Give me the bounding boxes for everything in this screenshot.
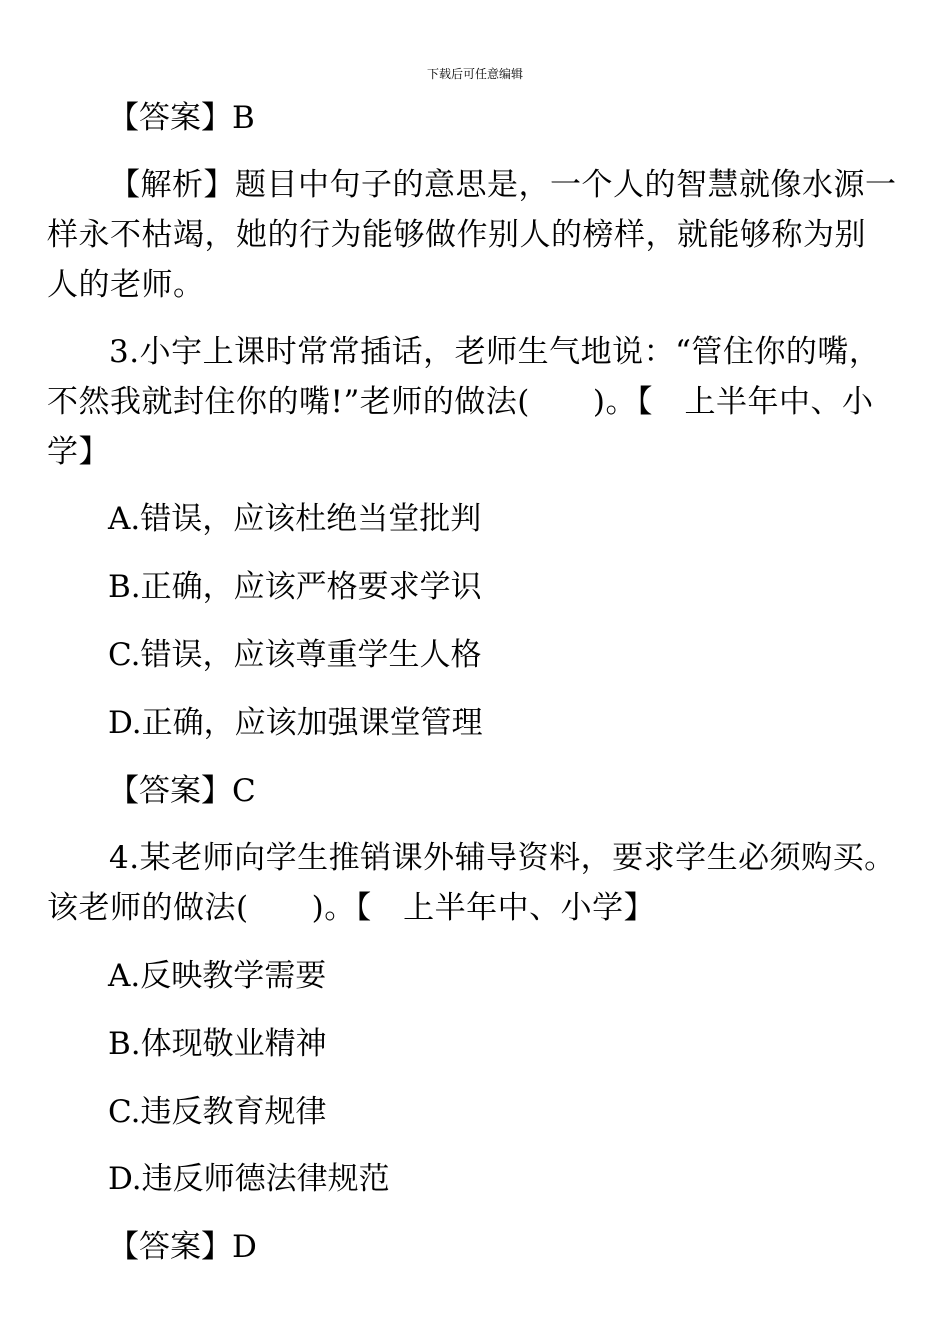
q4-option-a: A.反映教学需要 [108, 958, 327, 994]
q2-analysis: 【解析】题目中句子的意思是，一个人的智慧就像水源一样永不枯竭，她的行为能够做作别人的榜样，就能够称为别人的老师。 [47, 167, 897, 303]
q3-option-b: B.正确，应该严格要求学识 [108, 569, 482, 605]
q3-option-d: D.正确，应该加强课堂管理 [108, 705, 483, 741]
page-header: 下载后可任意编辑 [426, 67, 523, 81]
q4-stem: 4.某老师向学生推销课外辅导资料，要求学生必须购买。该老师的做法( )。【 上半年中、小学】 [47, 840, 896, 926]
q3-stem: 3.小宇上课时常常插话，老师生气地说：“管住你的嘴，不然我就封住你的嘴!”老师的做法( )。【 上半年中、小学】 [47, 334, 881, 470]
q4-option-c: C.违反教育规律 [108, 1094, 327, 1130]
q4-option-d: D.违反师德法律规范 [108, 1161, 390, 1197]
q2-answer: 【答案】B [108, 100, 255, 136]
q3-option-c: C.错误，应该尊重学生人格 [108, 637, 482, 673]
q4-option-b: B.体现敬业精神 [108, 1026, 327, 1062]
q3-option-a: A.错误，应该杜绝当堂批判 [108, 501, 482, 537]
q3-answer: 【答案】C [108, 773, 256, 809]
q4-answer: 【答案】D [108, 1229, 257, 1265]
